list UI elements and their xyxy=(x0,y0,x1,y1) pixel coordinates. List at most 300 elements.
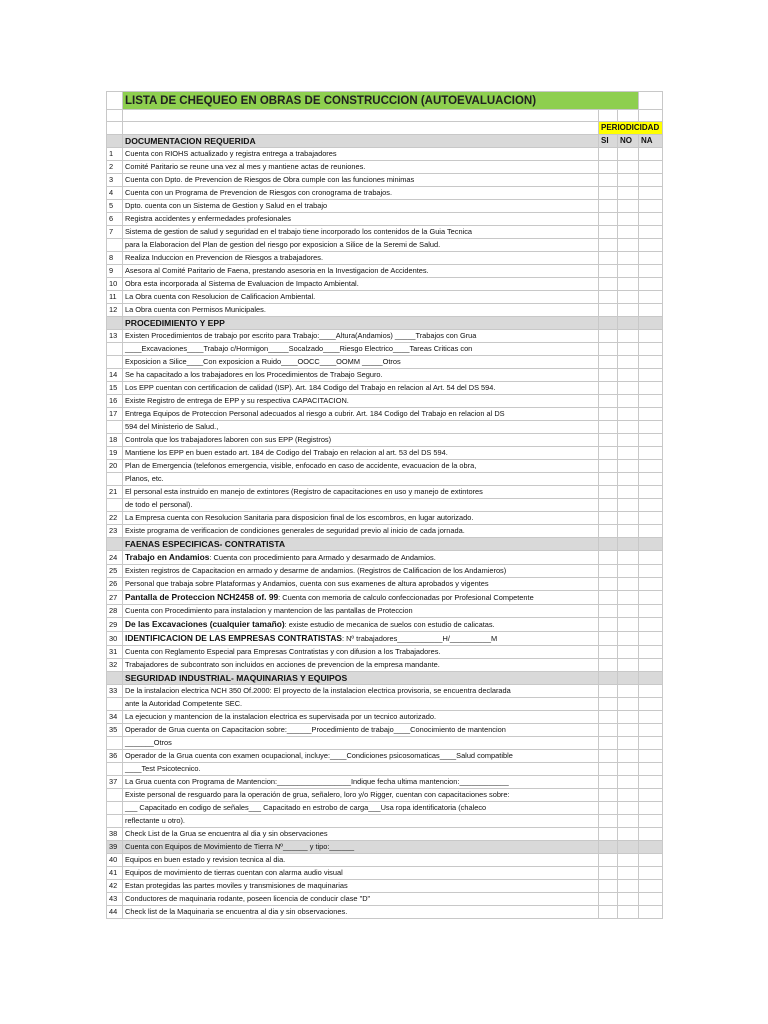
checkbox-si[interactable] xyxy=(599,161,618,174)
mark-header-no xyxy=(618,841,639,854)
item-number: 12 xyxy=(107,304,123,317)
checkbox-si[interactable] xyxy=(599,815,618,828)
checkbox-no[interactable] xyxy=(618,447,639,460)
checkbox-si[interactable] xyxy=(599,473,618,486)
item-text: reflectante u otro). xyxy=(123,815,599,828)
checkbox-na[interactable] xyxy=(639,698,663,711)
checklist-item-continuation xyxy=(107,698,663,711)
checkbox-na[interactable] xyxy=(639,512,663,525)
item-text: Existe programa de verificacion de condiciones generales de seguridad previo al inicio de cada jornada. xyxy=(123,525,599,538)
checkbox-na[interactable] xyxy=(639,578,663,591)
checkbox-si[interactable] xyxy=(599,447,618,460)
checkbox-na[interactable] xyxy=(639,802,663,815)
checkbox-si[interactable] xyxy=(599,802,618,815)
checkbox-na[interactable] xyxy=(639,880,663,893)
item-lead-label: De las Excavaciones (cualquier tamaño) xyxy=(125,619,285,629)
checkbox-no[interactable] xyxy=(618,421,639,434)
checkbox-na[interactable] xyxy=(639,304,663,317)
item-text: para la Elaboracion del Plan de gestion del riesgo por exposicion a Silice de la Seremi de Salud. xyxy=(123,239,599,252)
item-text: _______Otros xyxy=(123,737,599,750)
checkbox-si[interactable] xyxy=(599,395,618,408)
checkbox-no[interactable] xyxy=(618,343,639,356)
checkbox-no[interactable] xyxy=(618,356,639,369)
checkbox-na[interactable] xyxy=(639,685,663,698)
checkbox-si[interactable] xyxy=(599,174,618,187)
checkbox-no[interactable] xyxy=(618,369,639,382)
checkbox-no[interactable] xyxy=(618,304,639,317)
periodicidad-header: PERIODICIDAD xyxy=(599,122,663,135)
item-number: 40 xyxy=(107,854,123,867)
checkbox-na[interactable] xyxy=(639,382,663,395)
checklist-item xyxy=(107,711,663,724)
mark-header-si: SI xyxy=(599,135,618,148)
checkbox-si[interactable] xyxy=(599,148,618,161)
checkbox-no[interactable] xyxy=(618,605,639,618)
checkbox-no[interactable] xyxy=(618,750,639,763)
section-header xyxy=(107,672,663,685)
checklist-item xyxy=(107,486,663,499)
item-text: Trabajadores de subcontrato son incluidos en acciones de prevencion de la empresa mandante. xyxy=(123,659,599,672)
checkbox-na[interactable] xyxy=(639,200,663,213)
item-text: Equipos de movimiento de tierras cuentan con alarma audio visual xyxy=(123,867,599,880)
item-text: Existe Registro de entrega de EPP y su respectiva CAPACITACION. xyxy=(123,395,599,408)
item-text: Sistema de gestion de salud y seguridad en el trabajo tiene incorporado los contenidos de la Guia Tecnica xyxy=(123,226,599,239)
checklist-item-continuation xyxy=(107,343,663,356)
checkbox-no[interactable] xyxy=(618,226,639,239)
checkbox-na[interactable] xyxy=(639,161,663,174)
item-number: 17 xyxy=(107,408,123,421)
checklist-item xyxy=(107,330,663,343)
checkbox-no[interactable] xyxy=(618,551,639,565)
checkbox-na[interactable] xyxy=(639,646,663,659)
checkbox-na[interactable] xyxy=(639,763,663,776)
checklist-item xyxy=(107,750,663,763)
section-header xyxy=(107,317,663,330)
checklist-item xyxy=(107,591,663,605)
checkbox-na[interactable] xyxy=(639,343,663,356)
checkbox-si[interactable] xyxy=(599,343,618,356)
checklist-item xyxy=(107,685,663,698)
checkbox-na[interactable] xyxy=(639,187,663,200)
checklist-item xyxy=(107,618,663,632)
checkbox-no[interactable] xyxy=(618,291,639,304)
checkbox-na[interactable] xyxy=(639,265,663,278)
checklist-item xyxy=(107,395,663,408)
checkbox-no[interactable] xyxy=(618,174,639,187)
checkbox-si[interactable] xyxy=(599,763,618,776)
item-text: Exposicion a Silice____Con exposicion a Ruido____OOCC____OOMM _____Otros xyxy=(123,356,599,369)
checkbox-na[interactable] xyxy=(639,551,663,565)
checklist-item xyxy=(107,565,663,578)
checkbox-na[interactable] xyxy=(639,499,663,512)
checklist-item-continuation xyxy=(107,421,663,434)
checkbox-no[interactable] xyxy=(618,161,639,174)
checkbox-no[interactable] xyxy=(618,632,639,646)
checkbox-na[interactable] xyxy=(639,356,663,369)
checkbox-no[interactable] xyxy=(618,724,639,737)
checkbox-na[interactable] xyxy=(639,737,663,750)
checklist-item xyxy=(107,632,663,646)
item-number: 14 xyxy=(107,369,123,382)
item-text: Obra esta incorporada al Sistema de Evaluacion de Impacto Ambiental. xyxy=(123,278,599,291)
checkbox-si[interactable] xyxy=(599,854,618,867)
item-text: Check list de la Maquinaria se encuentra al dia y sin observaciones. xyxy=(123,906,599,919)
checklist-item xyxy=(107,646,663,659)
checkbox-na[interactable] xyxy=(639,226,663,239)
mark-header-si xyxy=(599,841,618,854)
checklist-item xyxy=(107,148,663,161)
checkbox-no[interactable] xyxy=(618,148,639,161)
checkbox-no[interactable] xyxy=(618,815,639,828)
item-text: Cuenta con Dpto. de Prevencion de Riesgos de Obra cumple con las funciones minimas xyxy=(123,174,599,187)
checkbox-na[interactable] xyxy=(639,750,663,763)
checklist-item xyxy=(107,291,663,304)
checkbox-si[interactable] xyxy=(599,252,618,265)
checkbox-si[interactable] xyxy=(599,565,618,578)
checklist-item xyxy=(107,460,663,473)
item-text: Dpto. cuenta con un Sistema de Gestion y Salud en el trabajo xyxy=(123,200,599,213)
checkbox-na[interactable] xyxy=(639,278,663,291)
checkbox-no[interactable] xyxy=(618,685,639,698)
checklist-sheet xyxy=(106,91,662,919)
item-text: ___ Capacitado en codigo de señales___ Capacitado en estrobo de carga___Usa ropa identificatoria (chaleco xyxy=(123,802,599,815)
checkbox-si[interactable] xyxy=(599,356,618,369)
checkbox-no[interactable] xyxy=(618,893,639,906)
checkbox-si[interactable] xyxy=(599,906,618,919)
checkbox-si[interactable] xyxy=(599,659,618,672)
checkbox-si[interactable] xyxy=(599,304,618,317)
item-number: 27 xyxy=(107,591,123,605)
checklist-item xyxy=(107,605,663,618)
checkbox-na[interactable] xyxy=(639,408,663,421)
checkbox-si[interactable] xyxy=(599,382,618,395)
checkbox-no[interactable] xyxy=(618,776,639,789)
checkbox-na[interactable] xyxy=(639,486,663,499)
item-text: El personal esta instruido en manejo de extintores (Registro de capacitaciones en uso y manejo de extintores xyxy=(123,486,599,499)
checklist-item xyxy=(107,408,663,421)
item-number: 33 xyxy=(107,685,123,698)
item-number: 24 xyxy=(107,551,123,565)
mark-header-na xyxy=(639,672,663,685)
checkbox-no[interactable] xyxy=(618,252,639,265)
item-text: De las Excavaciones (cualquier tamaño): existe estudio de mecanica de suelos con estudio de calicatas. xyxy=(123,618,599,632)
checkbox-si[interactable] xyxy=(599,265,618,278)
checkbox-no[interactable] xyxy=(618,408,639,421)
checkbox-na[interactable] xyxy=(639,605,663,618)
checkbox-no[interactable] xyxy=(618,867,639,880)
checkbox-na[interactable] xyxy=(639,148,663,161)
checkbox-si[interactable] xyxy=(599,711,618,724)
item-text: Existen Procedimientos de trabajo por escrito para Trabajo:____Altura(Andamios) _____Trabajos con Grua xyxy=(123,330,599,343)
item-text: Cuenta con Reglamento Especial para Empresas Contratistas y con difusion a los Trabajadores. xyxy=(123,646,599,659)
checkbox-na[interactable] xyxy=(639,828,663,841)
item-text: Entrega Equipos de Proteccion Personal adecuados al riesgo a cubrir. Art. 184 Codigo del Trabajo en relacion al DS xyxy=(123,408,599,421)
checkbox-na[interactable] xyxy=(639,460,663,473)
checkbox-si[interactable] xyxy=(599,278,618,291)
checkbox-si[interactable] xyxy=(599,512,618,525)
checklist-item xyxy=(107,880,663,893)
checkbox-na[interactable] xyxy=(639,724,663,737)
checkbox-no[interactable] xyxy=(618,200,639,213)
item-number xyxy=(107,763,123,776)
item-number: 23 xyxy=(107,525,123,538)
item-number: 43 xyxy=(107,893,123,906)
checkbox-na[interactable] xyxy=(639,711,663,724)
checkbox-na[interactable] xyxy=(639,815,663,828)
checkbox-na[interactable] xyxy=(639,906,663,919)
checkbox-na[interactable] xyxy=(639,252,663,265)
checkbox-no[interactable] xyxy=(618,711,639,724)
checkbox-no[interactable] xyxy=(618,906,639,919)
item-number: 41 xyxy=(107,867,123,880)
item-number: 28 xyxy=(107,605,123,618)
item-number: 16 xyxy=(107,395,123,408)
checkbox-si[interactable] xyxy=(599,226,618,239)
section-header xyxy=(107,841,663,854)
checklist-item xyxy=(107,724,663,737)
checkbox-si[interactable] xyxy=(599,213,618,226)
checkbox-na[interactable] xyxy=(639,395,663,408)
checkbox-si[interactable] xyxy=(599,486,618,499)
item-number: 19 xyxy=(107,447,123,460)
item-number: 35 xyxy=(107,724,123,737)
checklist-item-continuation xyxy=(107,763,663,776)
checklist-item-continuation xyxy=(107,815,663,828)
checkbox-na[interactable] xyxy=(639,525,663,538)
item-text: Mantiene los EPP en buen estado art. 184 de Codigo del Trabajo en relacion al art. 53 del DS 594. xyxy=(123,447,599,460)
checklist-item xyxy=(107,893,663,906)
item-number: 31 xyxy=(107,646,123,659)
checklist-item xyxy=(107,551,663,565)
checkbox-na[interactable] xyxy=(639,291,663,304)
checklist-item xyxy=(107,434,663,447)
item-number xyxy=(107,473,123,486)
blank-row xyxy=(107,110,663,122)
checkbox-no[interactable] xyxy=(618,802,639,815)
checkbox-no[interactable] xyxy=(618,434,639,447)
checkbox-no[interactable] xyxy=(618,646,639,659)
checkbox-no[interactable] xyxy=(618,737,639,750)
checklist-item xyxy=(107,200,663,213)
mark-header-na xyxy=(639,841,663,854)
checklist-item-continuation xyxy=(107,239,663,252)
item-text: La Obra cuenta con Resolucion de Calificacion Ambiental. xyxy=(123,291,599,304)
item-number xyxy=(107,802,123,815)
item-text: Cuenta con Procedimiento para instalacion y mantencion de las pantallas de Proteccion xyxy=(123,605,599,618)
checkbox-no[interactable] xyxy=(618,486,639,499)
mark-header-no xyxy=(618,672,639,685)
checklist-item xyxy=(107,867,663,880)
checkbox-no[interactable] xyxy=(618,828,639,841)
item-text: 594 del Ministerio de Salud., xyxy=(123,421,599,434)
mark-header-si xyxy=(599,672,618,685)
item-text: La Empresa cuenta con Resolucion Sanitaria para disposicion final de los escombros, en lugar autorizado. xyxy=(123,512,599,525)
item-text: Trabajo en Andamios: Cuenta con procedimiento para Armado y desarmado de Andamios. xyxy=(123,551,599,565)
item-number xyxy=(107,737,123,750)
checkbox-si[interactable] xyxy=(599,893,618,906)
section-title: FAENAS ESPECIFICAS- CONTRATISTA xyxy=(123,538,599,551)
item-text: Equipos en buen estado y revision tecnica al dia. xyxy=(123,854,599,867)
checklist-item-continuation xyxy=(107,356,663,369)
checkbox-si[interactable] xyxy=(599,291,618,304)
checkbox-no[interactable] xyxy=(618,265,639,278)
item-number xyxy=(107,343,123,356)
checkbox-si[interactable] xyxy=(599,434,618,447)
checkbox-na[interactable] xyxy=(639,591,663,605)
item-text: Operador de la Grua cuenta con examen ocupacional, incluye:____Condiciones psicosomaticas____Salud compatible xyxy=(123,750,599,763)
checkbox-si[interactable] xyxy=(599,578,618,591)
checkbox-no[interactable] xyxy=(618,330,639,343)
item-text: Registra accidentes y enfermedades profesionales xyxy=(123,213,599,226)
checkbox-si[interactable] xyxy=(599,200,618,213)
item-number: 44 xyxy=(107,906,123,919)
checkbox-na[interactable] xyxy=(639,632,663,646)
item-number: 38 xyxy=(107,828,123,841)
checkbox-no[interactable] xyxy=(618,698,639,711)
item-number xyxy=(107,789,123,802)
checkbox-no[interactable] xyxy=(618,213,639,226)
item-text: Plan de Emergencia (telefonos emergencia, visible, enfocado en caso de accidente, evacuacion de la obra, xyxy=(123,460,599,473)
checkbox-no[interactable] xyxy=(618,659,639,672)
checkbox-na[interactable] xyxy=(639,213,663,226)
checkbox-no[interactable] xyxy=(618,187,639,200)
item-number: 3 xyxy=(107,174,123,187)
item-text: Existe personal de resguardo para la operación de grua, señalero, loro y/o Rigger, cuentan con capacitaciones sobre: xyxy=(123,789,599,802)
checklist-item xyxy=(107,226,663,239)
checkbox-na[interactable] xyxy=(639,421,663,434)
checkbox-na[interactable] xyxy=(639,659,663,672)
checklist-table xyxy=(106,91,663,919)
checkbox-no[interactable] xyxy=(618,473,639,486)
checkbox-na[interactable] xyxy=(639,239,663,252)
checkbox-si[interactable] xyxy=(599,525,618,538)
checkbox-no[interactable] xyxy=(618,618,639,632)
item-text: Realiza Induccion en Prevencion de Riesgos a trabajadores. xyxy=(123,252,599,265)
checkbox-si[interactable] xyxy=(599,724,618,737)
checkbox-no[interactable] xyxy=(618,460,639,473)
checklist-item xyxy=(107,525,663,538)
item-number: 30 xyxy=(107,632,123,646)
checkbox-si[interactable] xyxy=(599,646,618,659)
item-text: De la instalacion electrica NCH 350 Of.2000: El proyecto de la instalacion electrica provisoria, se encuentra declarada xyxy=(123,685,599,698)
mark-header-si xyxy=(599,538,618,551)
item-number: 2 xyxy=(107,161,123,174)
checkbox-no[interactable] xyxy=(618,763,639,776)
checkbox-si[interactable] xyxy=(599,698,618,711)
section-title: PROCEDIMIENTO Y EPP xyxy=(123,317,599,330)
checkbox-na[interactable] xyxy=(639,330,663,343)
checkbox-na[interactable] xyxy=(639,867,663,880)
checkbox-no[interactable] xyxy=(618,499,639,512)
item-number: 29 xyxy=(107,618,123,632)
checkbox-si[interactable] xyxy=(599,187,618,200)
mark-header-no xyxy=(618,538,639,551)
item-lead-label: Pantalla de Proteccion NCH2458 of. 99 xyxy=(125,592,279,602)
checkbox-si[interactable] xyxy=(599,330,618,343)
checkbox-si[interactable] xyxy=(599,460,618,473)
section-number xyxy=(107,135,123,148)
item-text: La ejecucion y mantencion de la instalacion electrica es supervisada por un tecnico autorizado. xyxy=(123,711,599,724)
checkbox-no[interactable] xyxy=(618,382,639,395)
periodicidad-row xyxy=(107,122,663,135)
checkbox-si[interactable] xyxy=(599,828,618,841)
item-number: 25 xyxy=(107,565,123,578)
checkbox-na[interactable] xyxy=(639,447,663,460)
checkbox-si[interactable] xyxy=(599,239,618,252)
section-number xyxy=(107,672,123,685)
checkbox-na[interactable] xyxy=(639,565,663,578)
checkbox-si[interactable] xyxy=(599,591,618,605)
checkbox-no[interactable] xyxy=(618,278,639,291)
checkbox-na[interactable] xyxy=(639,789,663,802)
checkbox-na[interactable] xyxy=(639,369,663,382)
item-number: 15 xyxy=(107,382,123,395)
checkbox-na[interactable] xyxy=(639,473,663,486)
checklist-item xyxy=(107,382,663,395)
checklist-item xyxy=(107,187,663,200)
checklist-item-continuation xyxy=(107,737,663,750)
checkbox-na[interactable] xyxy=(639,776,663,789)
checkbox-na[interactable] xyxy=(639,893,663,906)
checkbox-na[interactable] xyxy=(639,174,663,187)
checkbox-si[interactable] xyxy=(599,880,618,893)
checkbox-no[interactable] xyxy=(618,565,639,578)
checkbox-si[interactable] xyxy=(599,685,618,698)
checkbox-no[interactable] xyxy=(618,789,639,802)
section-title: DOCUMENTACION REQUERIDA xyxy=(123,135,599,148)
checkbox-no[interactable] xyxy=(618,578,639,591)
item-number: 22 xyxy=(107,512,123,525)
checklist-item xyxy=(107,906,663,919)
item-lead-label: Trabajo en Andamios xyxy=(125,552,210,562)
checkbox-no[interactable] xyxy=(618,525,639,538)
checkbox-no[interactable] xyxy=(618,880,639,893)
section-number xyxy=(107,538,123,551)
checkbox-no[interactable] xyxy=(618,854,639,867)
item-text: Controla que los trabajadores laboren con sus EPP (Registros) xyxy=(123,434,599,447)
item-number: 7 xyxy=(107,226,123,239)
checkbox-si[interactable] xyxy=(599,618,618,632)
mark-header-na xyxy=(639,317,663,330)
checkbox-si[interactable] xyxy=(599,605,618,618)
checkbox-si[interactable] xyxy=(599,789,618,802)
checkbox-si[interactable] xyxy=(599,776,618,789)
checklist-item-continuation xyxy=(107,499,663,512)
checkbox-si[interactable] xyxy=(599,551,618,565)
checkbox-no[interactable] xyxy=(618,512,639,525)
checkbox-si[interactable] xyxy=(599,737,618,750)
checkbox-si[interactable] xyxy=(599,750,618,763)
checkbox-na[interactable] xyxy=(639,618,663,632)
checkbox-no[interactable] xyxy=(618,239,639,252)
checkbox-na[interactable] xyxy=(639,434,663,447)
checkbox-no[interactable] xyxy=(618,395,639,408)
item-number: 32 xyxy=(107,659,123,672)
checkbox-si[interactable] xyxy=(599,421,618,434)
checkbox-si[interactable] xyxy=(599,867,618,880)
item-number: 34 xyxy=(107,711,123,724)
checkbox-na[interactable] xyxy=(639,854,663,867)
checkbox-si[interactable] xyxy=(599,499,618,512)
checkbox-si[interactable] xyxy=(599,408,618,421)
checkbox-si[interactable] xyxy=(599,632,618,646)
item-number: 37 xyxy=(107,776,123,789)
item-lead-label: IDENTIFICACION DE LAS EMPRESAS CONTRATISTAS xyxy=(125,633,342,643)
title-row xyxy=(107,92,663,110)
item-number xyxy=(107,239,123,252)
checkbox-no[interactable] xyxy=(618,591,639,605)
checkbox-si[interactable] xyxy=(599,369,618,382)
